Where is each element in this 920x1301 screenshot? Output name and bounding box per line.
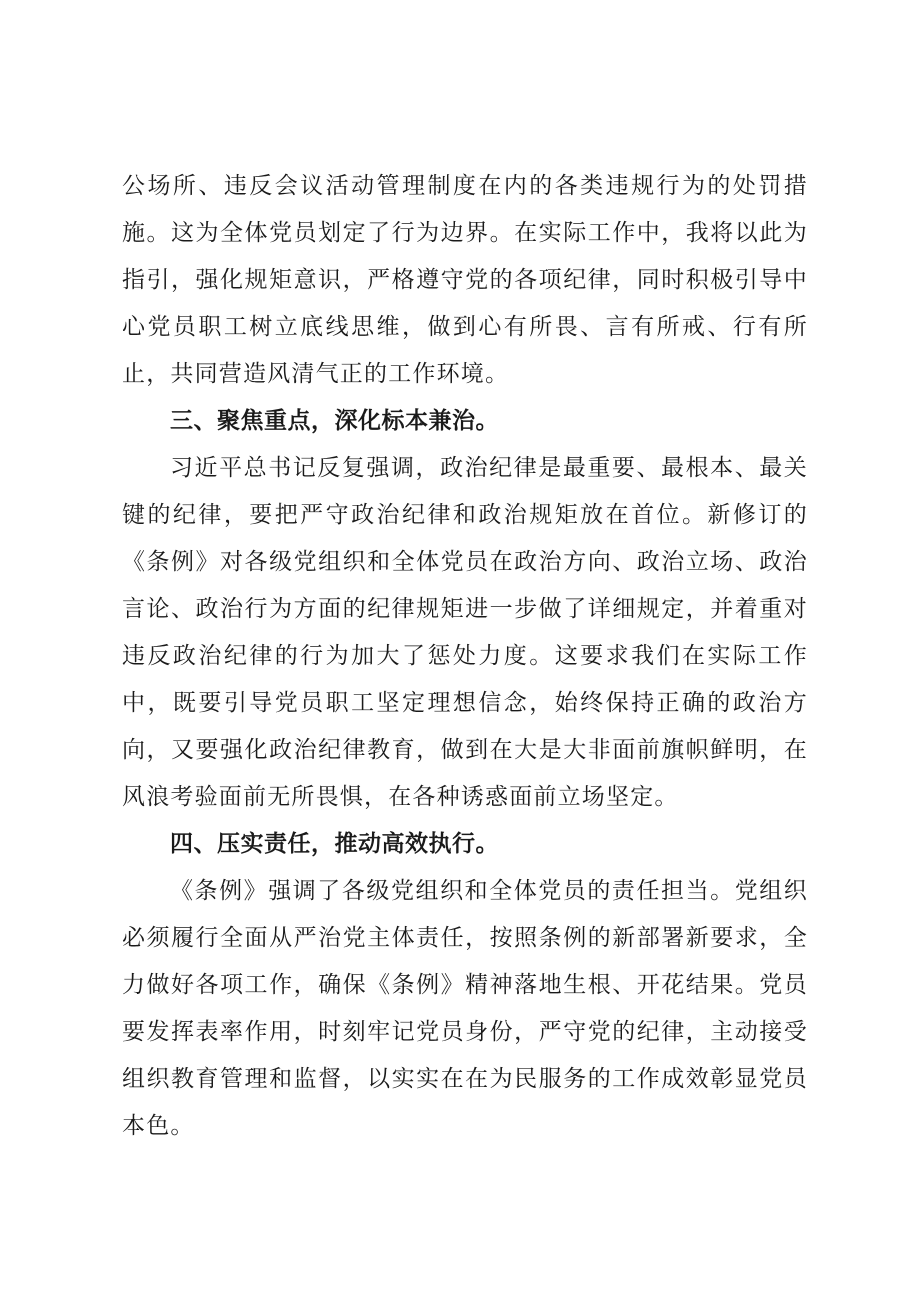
paragraph-responsibility: 《条例》强调了各级党组织和全体党员的责任担当。党组织必须履行全面从严治党主体责任，按照条例的新部署新要求，全力做好各项工作，确保《条例》精神落地生根、开花结果。党员要发挥表率作用，时刻牢记党员身份，严守党的纪律，主动接受组织教育管理和监督，以实实在在为民服务的工作成效彰显党员本色。 xyxy=(122,878,808,1139)
section-heading-3: 三、聚焦重点，深化标本兼治。 xyxy=(170,408,499,434)
paragraph-continuation: 公场所、违反会议活动管理制度在内的各类违规行为的处罚措施。这为全体党员划定了行为边界。在实际工作中，我将以此为指引，强化规矩意识，严格遵守党的各项纪律，同时积极引导中心党员职工树立底线思维，做到心有所畏、言有所戒、行有所止，共同营造风清气正的工作环境。 xyxy=(122,173,808,387)
section-heading-4: 四、压实责任，推动高效执行。 xyxy=(170,831,499,857)
document-body xyxy=(122,163,808,1150)
paragraph-political-discipline: 习近平总书记反复强调，政治纪律是最重要、最根本、最关键的纪律，要把严守政治纪律和政治规矩放在首位。新修订的《条例》对各级党组织和全体党员在政治方向、政治立场、政治言论、政治行为方面的纪律规矩进一步做了详细规定，并着重对违反政治纪律的行为加大了惩处力度。这要求我们在实际工作中，既要引导党员职工坚定理想信念，始终保持正确的政治方向，又要强化政治纪律教育，做到在大是大非面前旗帜鲜明，在风浪考验面前无所畏惧，在各种诱惑面前立场坚定。 xyxy=(122,455,808,810)
